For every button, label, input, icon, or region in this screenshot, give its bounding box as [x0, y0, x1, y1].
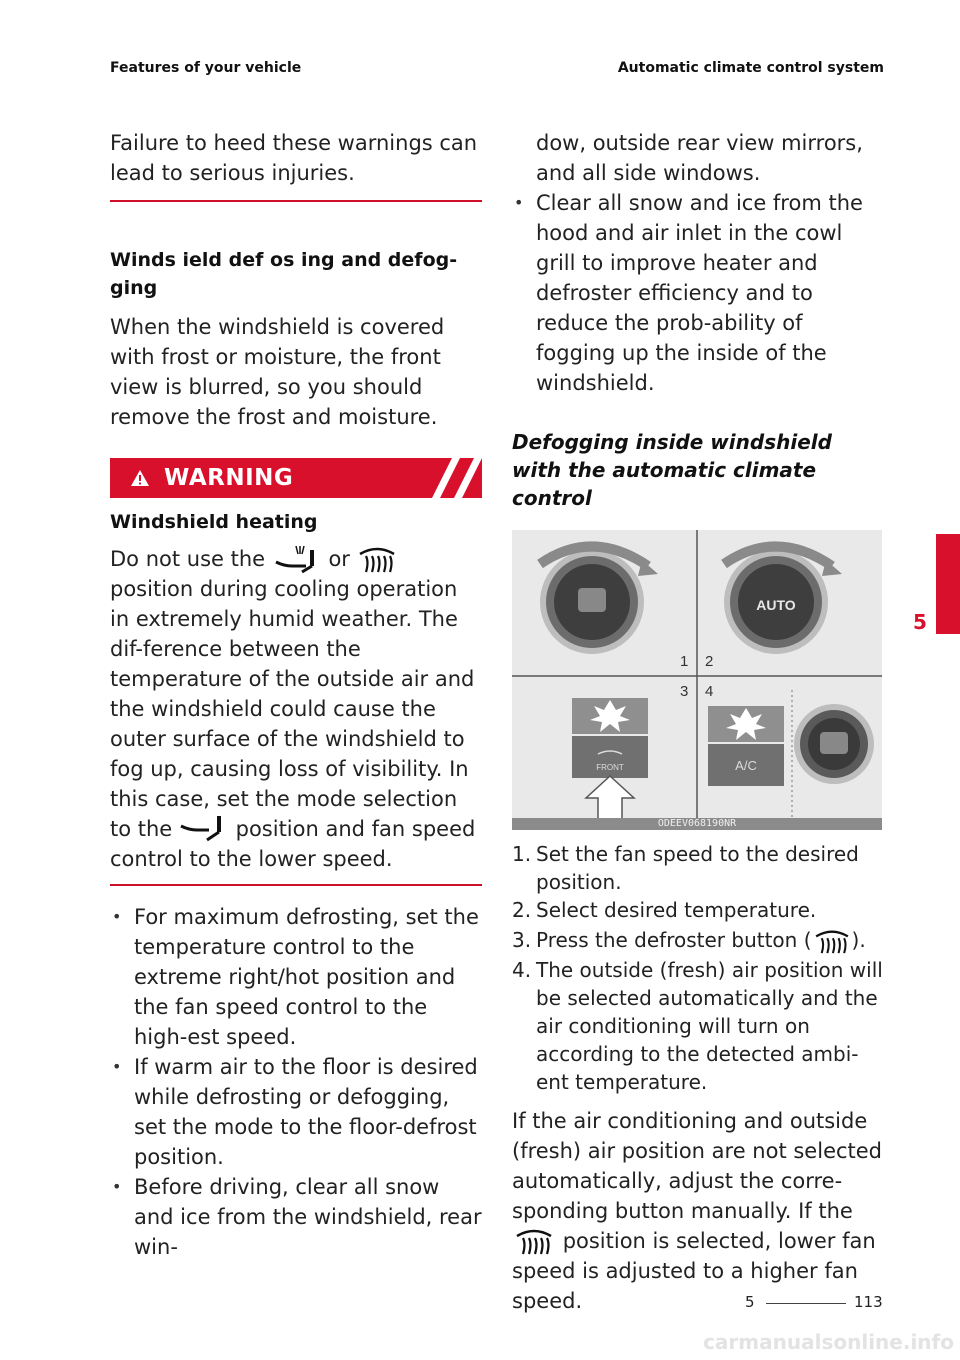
warning-triangle-icon — [130, 469, 150, 487]
figure-label-4: 4 — [705, 683, 714, 700]
defrost-icon — [512, 1226, 556, 1256]
section-heading: Winds ield def os ing and defog-ging — [110, 249, 458, 299]
warning-banner — [110, 458, 482, 498]
tips-list — [110, 902, 482, 1262]
warning-text-part: position and fan speed control to the lower speed. — [110, 817, 476, 871]
list-item: • For maximum defrosting, set the temperature control to the extreme right/hot position and the fan speed control to the high-est speed. — [110, 902, 482, 1052]
step-item: 3. Press the defroster button ( ). — [512, 924, 884, 956]
divider — [110, 884, 482, 886]
divider — [110, 200, 482, 202]
ac-label: A/C — [735, 758, 757, 773]
warning-text-part: or — [328, 547, 350, 571]
intro-text: Failure to heed these warnings can lead to serious injuries. — [110, 131, 478, 185]
figure-label-2: 2 — [705, 653, 714, 670]
footer-divider — [766, 1303, 846, 1304]
list-item: • Before driving, clear all snow and ice from the windshield, rear win- — [110, 1172, 482, 1262]
figure-label-1: 1 — [680, 653, 689, 670]
climate-control-figure — [512, 530, 882, 830]
auto-label: AUTO — [756, 597, 796, 613]
front-label: FRONT — [596, 763, 624, 772]
right-column — [512, 128, 884, 1316]
tips-list — [512, 188, 884, 398]
floor-defrost-icon — [272, 544, 322, 574]
warning-label: WARNING — [164, 465, 294, 491]
figure-caption: ODEEV068190NR — [512, 818, 882, 830]
floor-vent-icon — [179, 814, 229, 844]
left-column — [110, 128, 482, 1262]
control-panel-illustration — [512, 530, 882, 830]
header-section-title: Features of your vehicle — [110, 60, 302, 76]
page-number: 113 — [854, 1293, 883, 1311]
section-paragraph: When the windshield is covered with frost or moisture, the front view is blurred, so you should remove the frost and moisture. — [110, 315, 445, 429]
step-item: 4. The outside (fresh) air position will be selected automatically and the air conditioning will turn on according to the detected ambi-ent temperature. — [512, 958, 883, 1094]
header-chapter-title: Automatic climate control system — [617, 60, 884, 76]
subsection-heading: Defogging inside windshield with the automatic climate control — [512, 430, 832, 510]
steps-list — [512, 840, 884, 1096]
defrost-icon — [357, 544, 397, 574]
list-item: • Clear all snow and ice from the hood and air inlet in the cowl grill to improve heater and defroster efficiency and to reduce the prob-ability of fogging up the inside of the windshield. — [512, 188, 884, 398]
chapter-tab — [936, 534, 960, 634]
warning-text-part: position during cooling operation in extremely humid weather. The dif-ference between the temperature of the outside air and the windshield could cause the outer surface of the windshield to fog up, causing loss of visibility. In this case, set the mode selection to the — [110, 577, 475, 841]
warning-stripes — [418, 458, 482, 498]
closing-text-part: If the air conditioning and outside (fresh) air position are not selected automatically, adjust the corre-sponding button manually. If the — [512, 1109, 883, 1223]
warning-title: Windshield heating — [110, 511, 318, 533]
closing-text-part: position is selected, lower fan speed is adjusted to a higher fan speed. — [512, 1229, 876, 1313]
warning-text-part: Do not use the — [110, 547, 266, 571]
step-item: 2. Select desired temperature. — [512, 898, 817, 922]
figure-label-3: 3 — [680, 683, 689, 700]
chapter-number: 5 — [913, 610, 927, 634]
warning-text — [110, 544, 482, 874]
closing-paragraph — [512, 1106, 884, 1316]
defrost-icon — [812, 927, 852, 955]
footer-chapter: 5 — [745, 1293, 755, 1311]
watermark: carmanualsonline.info — [703, 1330, 954, 1354]
continued-text: dow, outside rear view mirrors, and all side windows. — [536, 131, 863, 185]
step-item: 1. Set the fan speed to the desired position. — [512, 842, 859, 894]
list-item: • If warm air to the floor is desired while defrosting or defogging, set the mode to the floor-defrost position. — [110, 1052, 482, 1172]
